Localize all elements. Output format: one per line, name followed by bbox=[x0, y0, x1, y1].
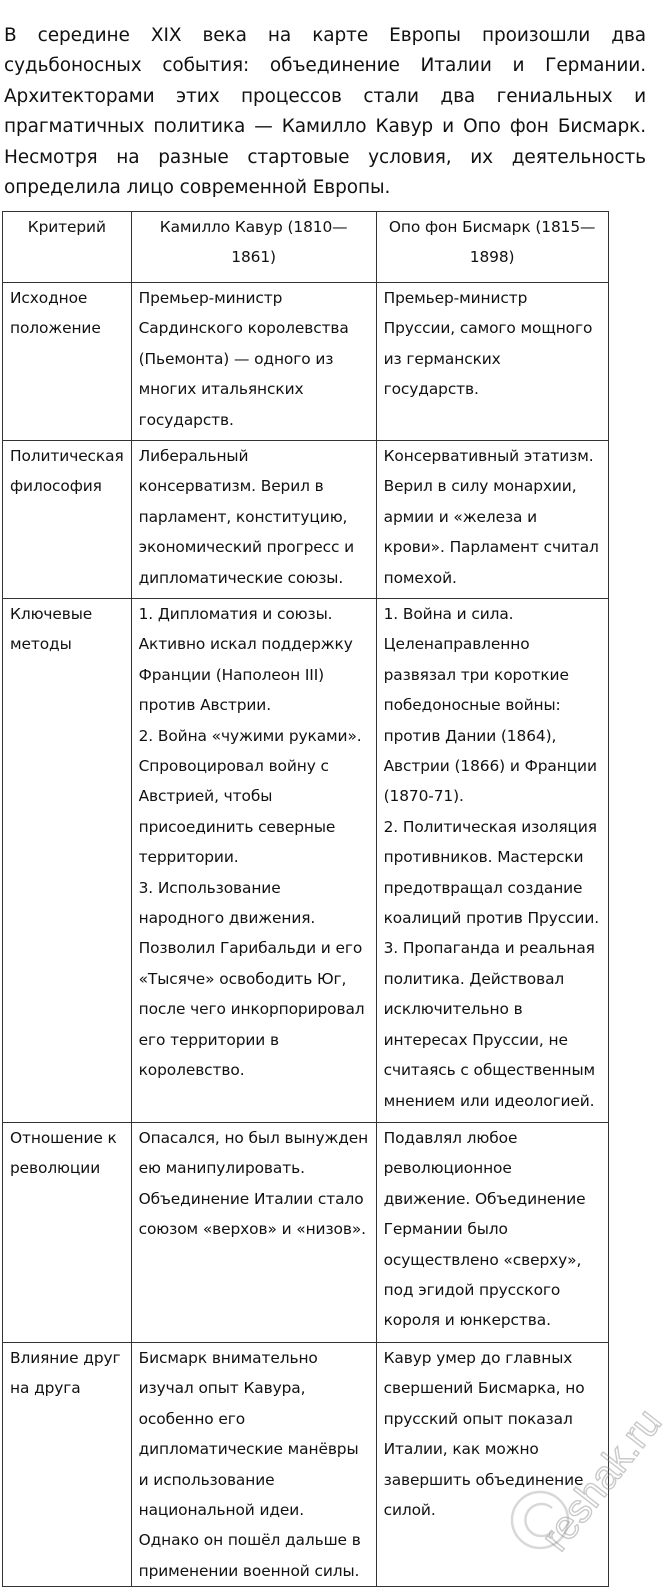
row-cavour-cell bbox=[131, 599, 376, 1123]
cell-paragraph: Бисмарк внимательно изучал опыт Кавура, особенно его дипломатические манёвры и использование национальной идеи. Однако он пошёл дальше в применении военной силы. bbox=[138, 1349, 361, 1580]
cell-paragraph: Консервативный этатизм. Верил в силу монархии, армии и «железа и крови». Парламент считал помехой. bbox=[383, 447, 599, 587]
row-criterion: Отношение к революции bbox=[3, 1123, 132, 1343]
row-criterion: Влияние друг на друга bbox=[3, 1343, 132, 1587]
cell-paragraph: Кавур умер до главных свершений Бисмарка, но прусский опыт показал Италии, как можно завершить объединение силой. bbox=[383, 1349, 585, 1520]
intro-paragraph: В середине XIX века на карте Европы произошли два судьбоносных события: объединение Италии и Германии. Архитекторами этих процессов стали два гениальных и прагматичных политика — Камилло Кавур и Опо фон Бисмарк. Несмотря на разные стартовые условия, их деятельность определила лицо современной Европы. bbox=[4, 24, 646, 199]
row-cavour-cell bbox=[131, 1123, 376, 1343]
row-criterion: Исходное положение bbox=[3, 283, 132, 441]
table-row bbox=[3, 599, 609, 1123]
cell-paragraph: 2. Политическая изоляция противников. Мастерски предотвращал создание коалиций против Пруссии. bbox=[383, 817, 600, 928]
table-row bbox=[3, 441, 609, 599]
cell-paragraph: Либеральный консерватизм. Верил в парламент, конституцию, экономический прогресс и дипломатические союзы. bbox=[138, 447, 355, 587]
header-bismarck: Опо фон Бисмарк (1815—1898) bbox=[376, 212, 608, 283]
cell-paragraph: 2. Война «чужими руками». Спровоцировал войну с Австрией, чтобы присоединить северные территории. bbox=[138, 726, 362, 867]
watermark-text: reshak.ru bbox=[532, 1400, 670, 1560]
table-row bbox=[3, 1123, 609, 1343]
row-criterion: Ключевые методы bbox=[3, 599, 132, 1123]
cell-paragraph: 3. Пропаганда и реальная политика. Действовал исключительно в интересах Пруссии, не считаясь с общественным мнением или идеологией. bbox=[383, 939, 596, 1110]
comparison-table bbox=[2, 211, 609, 1587]
table-row bbox=[3, 1343, 609, 1587]
header-criterion: Критерий bbox=[3, 212, 132, 283]
cell-paragraph: 1. Дипломатия и союзы. Активно искал поддержку Франции (Наполеон III) против Австрии. bbox=[138, 605, 353, 715]
row-bismarck-cell bbox=[376, 1123, 608, 1343]
row-bismarck-cell bbox=[376, 283, 608, 441]
table-row bbox=[3, 283, 609, 441]
cell-paragraph: Премьер-министр Пруссии, самого мощного из германских государств. bbox=[383, 289, 593, 399]
header-cavour: Камилло Кавур (1810—1861) bbox=[131, 212, 376, 283]
row-bismarck-cell bbox=[376, 441, 608, 599]
row-criterion: Политическая философия bbox=[3, 441, 132, 599]
cell-paragraph: Подавлял любое революционное движение. Объединение Германии было осуществлено «сверху», под эгидой прусского короля и юнкерства. bbox=[383, 1129, 586, 1330]
cell-paragraph: 1. Война и сила. Целенаправленно развязал три короткие победоносные войны: против Дании (1864), Австрии (1866) и Франции (1870-71). bbox=[383, 605, 597, 806]
row-bismarck-cell bbox=[376, 1343, 608, 1587]
row-cavour-cell bbox=[131, 441, 376, 599]
row-bismarck-cell bbox=[376, 599, 608, 1123]
cell-paragraph: 3. Использование народного движения. Позволил Гарибальди и его «Тысяче» освободить Юг, после чего инкорпорировал его территории в королевство. bbox=[138, 878, 365, 1080]
table-header-row bbox=[3, 212, 609, 283]
cell-paragraph: Премьер-министр Сардинского королевства (Пьемонта) — одного из многих итальянских государств. bbox=[138, 289, 349, 429]
row-cavour-cell bbox=[131, 1343, 376, 1587]
row-cavour-cell bbox=[131, 283, 376, 441]
cell-paragraph: Опасался, но был вынужден ею манипулировать. Объединение Италии стало союзом «верхов» и «низов». bbox=[138, 1129, 369, 1239]
